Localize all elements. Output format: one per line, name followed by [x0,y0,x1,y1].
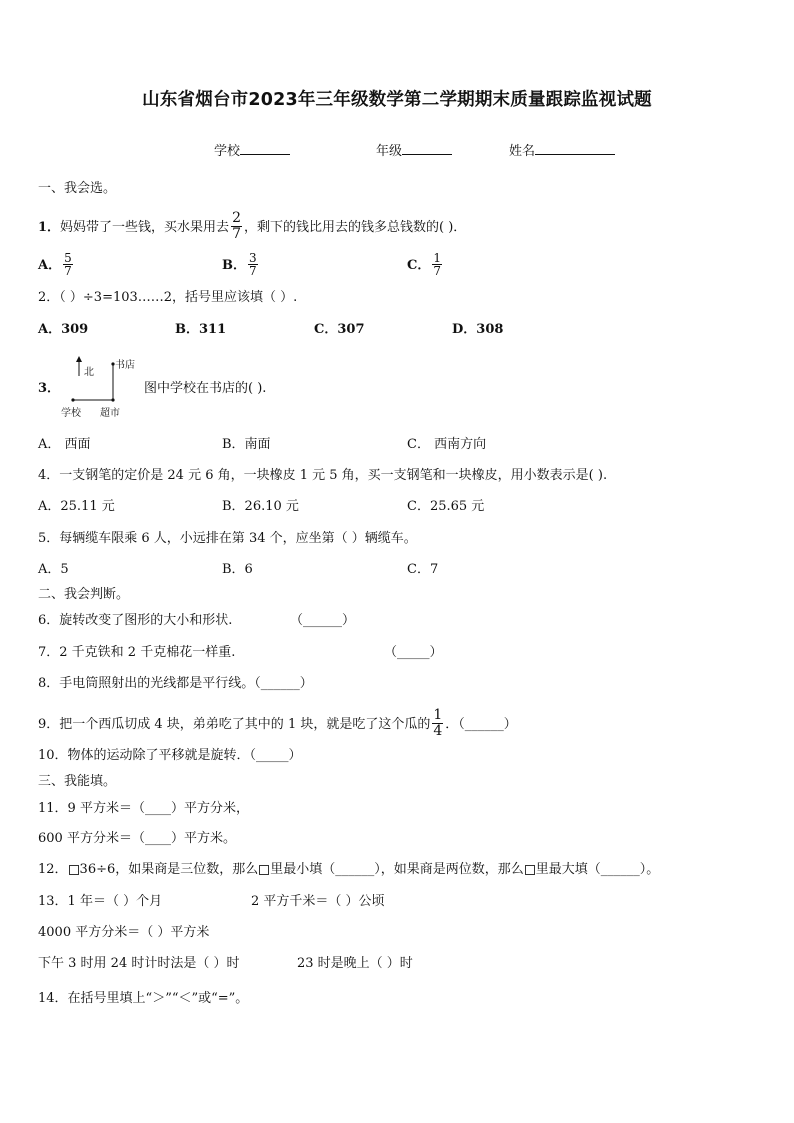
north-label: 北 [84,367,94,378]
question-13-d: 下午 3 时用 24 时计时法是（ ）时 [38,956,240,971]
question-9 [38,709,517,740]
question-7: 7．2 千克铁和 2 千克棉花一样重. [38,645,236,660]
question-1 [38,212,466,243]
q5-option-c: C．7 [407,562,439,577]
q9-fraction [432,708,443,739]
bookstore-label: 书店 [115,360,135,371]
q6-answer-blank: （______） [290,613,356,628]
q3-option-c: C． 西南方向 [407,437,487,452]
q12-text-b: 36÷6，如果商是三位数，那么 [79,862,259,877]
question-11-line-2: 600 平方分米＝（____）平方米。 [38,831,236,846]
q5-option-a: A．5 [38,562,69,577]
north-arrow-head [76,356,82,362]
section-heading-2: 二、我会判断。 [38,587,130,602]
section-heading-3: 三、我能填。 [38,774,117,789]
q3-number: 3． [38,381,61,396]
q9-frac-den: 4 [433,723,443,739]
q5-option-b: B．6 [222,562,253,577]
q1-opt-b-label: B． [222,258,246,273]
school-blank [240,142,290,155]
supermarket-label: 超市 [100,408,120,419]
q1-opt-c-frac [432,252,442,277]
name-label: 姓名 [509,144,536,159]
question-10: 10．物体的运动除了平移就是旋转．（_____） [38,748,302,763]
q4-option-c: C．25.65 元 [407,499,485,514]
question-13-a: 13．1 年＝（ ）个月 [38,894,163,909]
q7-answer-blank: （_____） [384,645,443,660]
question-4: 4．一支钢笔的定价是 24 元 6 角，一块橡皮 1 元 5 角，买一支钢笔和一块橡皮，用小数表示是( ). [38,468,608,483]
q9-text-a: 9．把一个西瓜切成 4 块，弟弟吃了其中的 1 块，就是吃了这个瓜的 [38,717,431,732]
q1-opt-b-den: 7 [249,264,257,278]
section-heading-1: 一、我会选。 [38,181,117,196]
q12-text-d: 里最大填（______）。 [535,862,660,877]
q1-opt-a-den: 7 [64,264,72,278]
q4-option-b: B．26.10 元 [222,499,299,514]
q2-option-b: B．311 [175,322,227,337]
grade-blank [402,142,452,155]
question-13-b: 2 平方千米＝（ ）公顷 [251,894,385,909]
blank-square-icon [259,865,269,875]
name-field [509,140,615,159]
q1-text-a: 妈妈带了一些钱，买水果用去 [60,220,230,235]
q1-number: 1． [38,220,61,235]
question-5: 5．每辆缆车限乘 6 人，小远排在第 34 个，应坐第（ ）辆缆车。 [38,531,417,546]
q1-opt-a-num: 5 [64,251,72,265]
question-13-e: 23 时是晚上（ ）时 [297,956,413,971]
q1-fraction [231,211,242,242]
question-2: 2．（ ）÷3=103……2，括号里应该填（ ）. [38,290,298,305]
q1-option-a [38,253,75,278]
q1-opt-b-num: 3 [249,251,257,265]
q9-frac-num: 1 [433,707,443,723]
q1-opt-c-label: C． [407,258,431,273]
q2-option-d: D．308 [452,322,504,337]
question-8: 8．手电筒照射出的光线都是平行线。（______） [38,676,313,691]
q4-option-a: A．25.11 元 [38,499,115,514]
page-title: 山东省烟台市2023年三年级数学第二学期期末质量跟踪监视试题 [142,90,652,110]
q1-opt-a-label: A． [38,258,62,273]
q3-option-b: B．南面 [222,437,271,452]
q1-frac-den: 7 [232,226,241,242]
q1-text-b: ，剩下的钱比用去的钱多总钱数的( )． [243,220,467,235]
q3-option-a: A． 西面 [38,437,91,452]
grade-field [376,140,452,159]
q1-opt-c-num: 1 [433,251,441,265]
school-field [214,140,290,159]
blank-square-icon [69,865,79,875]
question-6: 6．旋转改变了图形的大小和形状. [38,613,233,628]
q2-option-c: C．307 [314,322,365,337]
q12-number: 12． [38,862,68,877]
q1-opt-a-frac [63,252,73,277]
q1-opt-c-den: 7 [433,264,441,278]
q1-opt-b-frac [248,252,258,277]
name-blank [535,142,615,155]
direction-map [60,356,150,418]
supermarket-point [111,398,114,401]
question-3-text: 图中学校在书店的( ). [144,381,267,396]
grade-label: 年级 [376,144,403,159]
school-label-map: 学校 [61,408,81,419]
school-point [71,398,74,401]
q12-text-c: 里最小填（______），如果商是两位数，那么 [270,862,524,877]
school-label: 学校 [214,144,241,159]
question-12 [38,861,659,879]
q9-text-b: ．（______） [445,717,517,732]
question-14: 14．在括号里填上“＞”“＜”或“=”。 [38,991,249,1006]
blank-square-icon [525,865,535,875]
q1-option-b [222,253,260,278]
question-13-c: 4000 平方分米＝（ ）平方米 [38,925,210,940]
q2-option-a: A．309 [38,322,89,337]
q1-option-c [407,253,444,278]
q1-frac-num: 2 [232,210,241,226]
question-11-line-1: 11．9 平方米＝（____）平方分米， [38,801,249,816]
